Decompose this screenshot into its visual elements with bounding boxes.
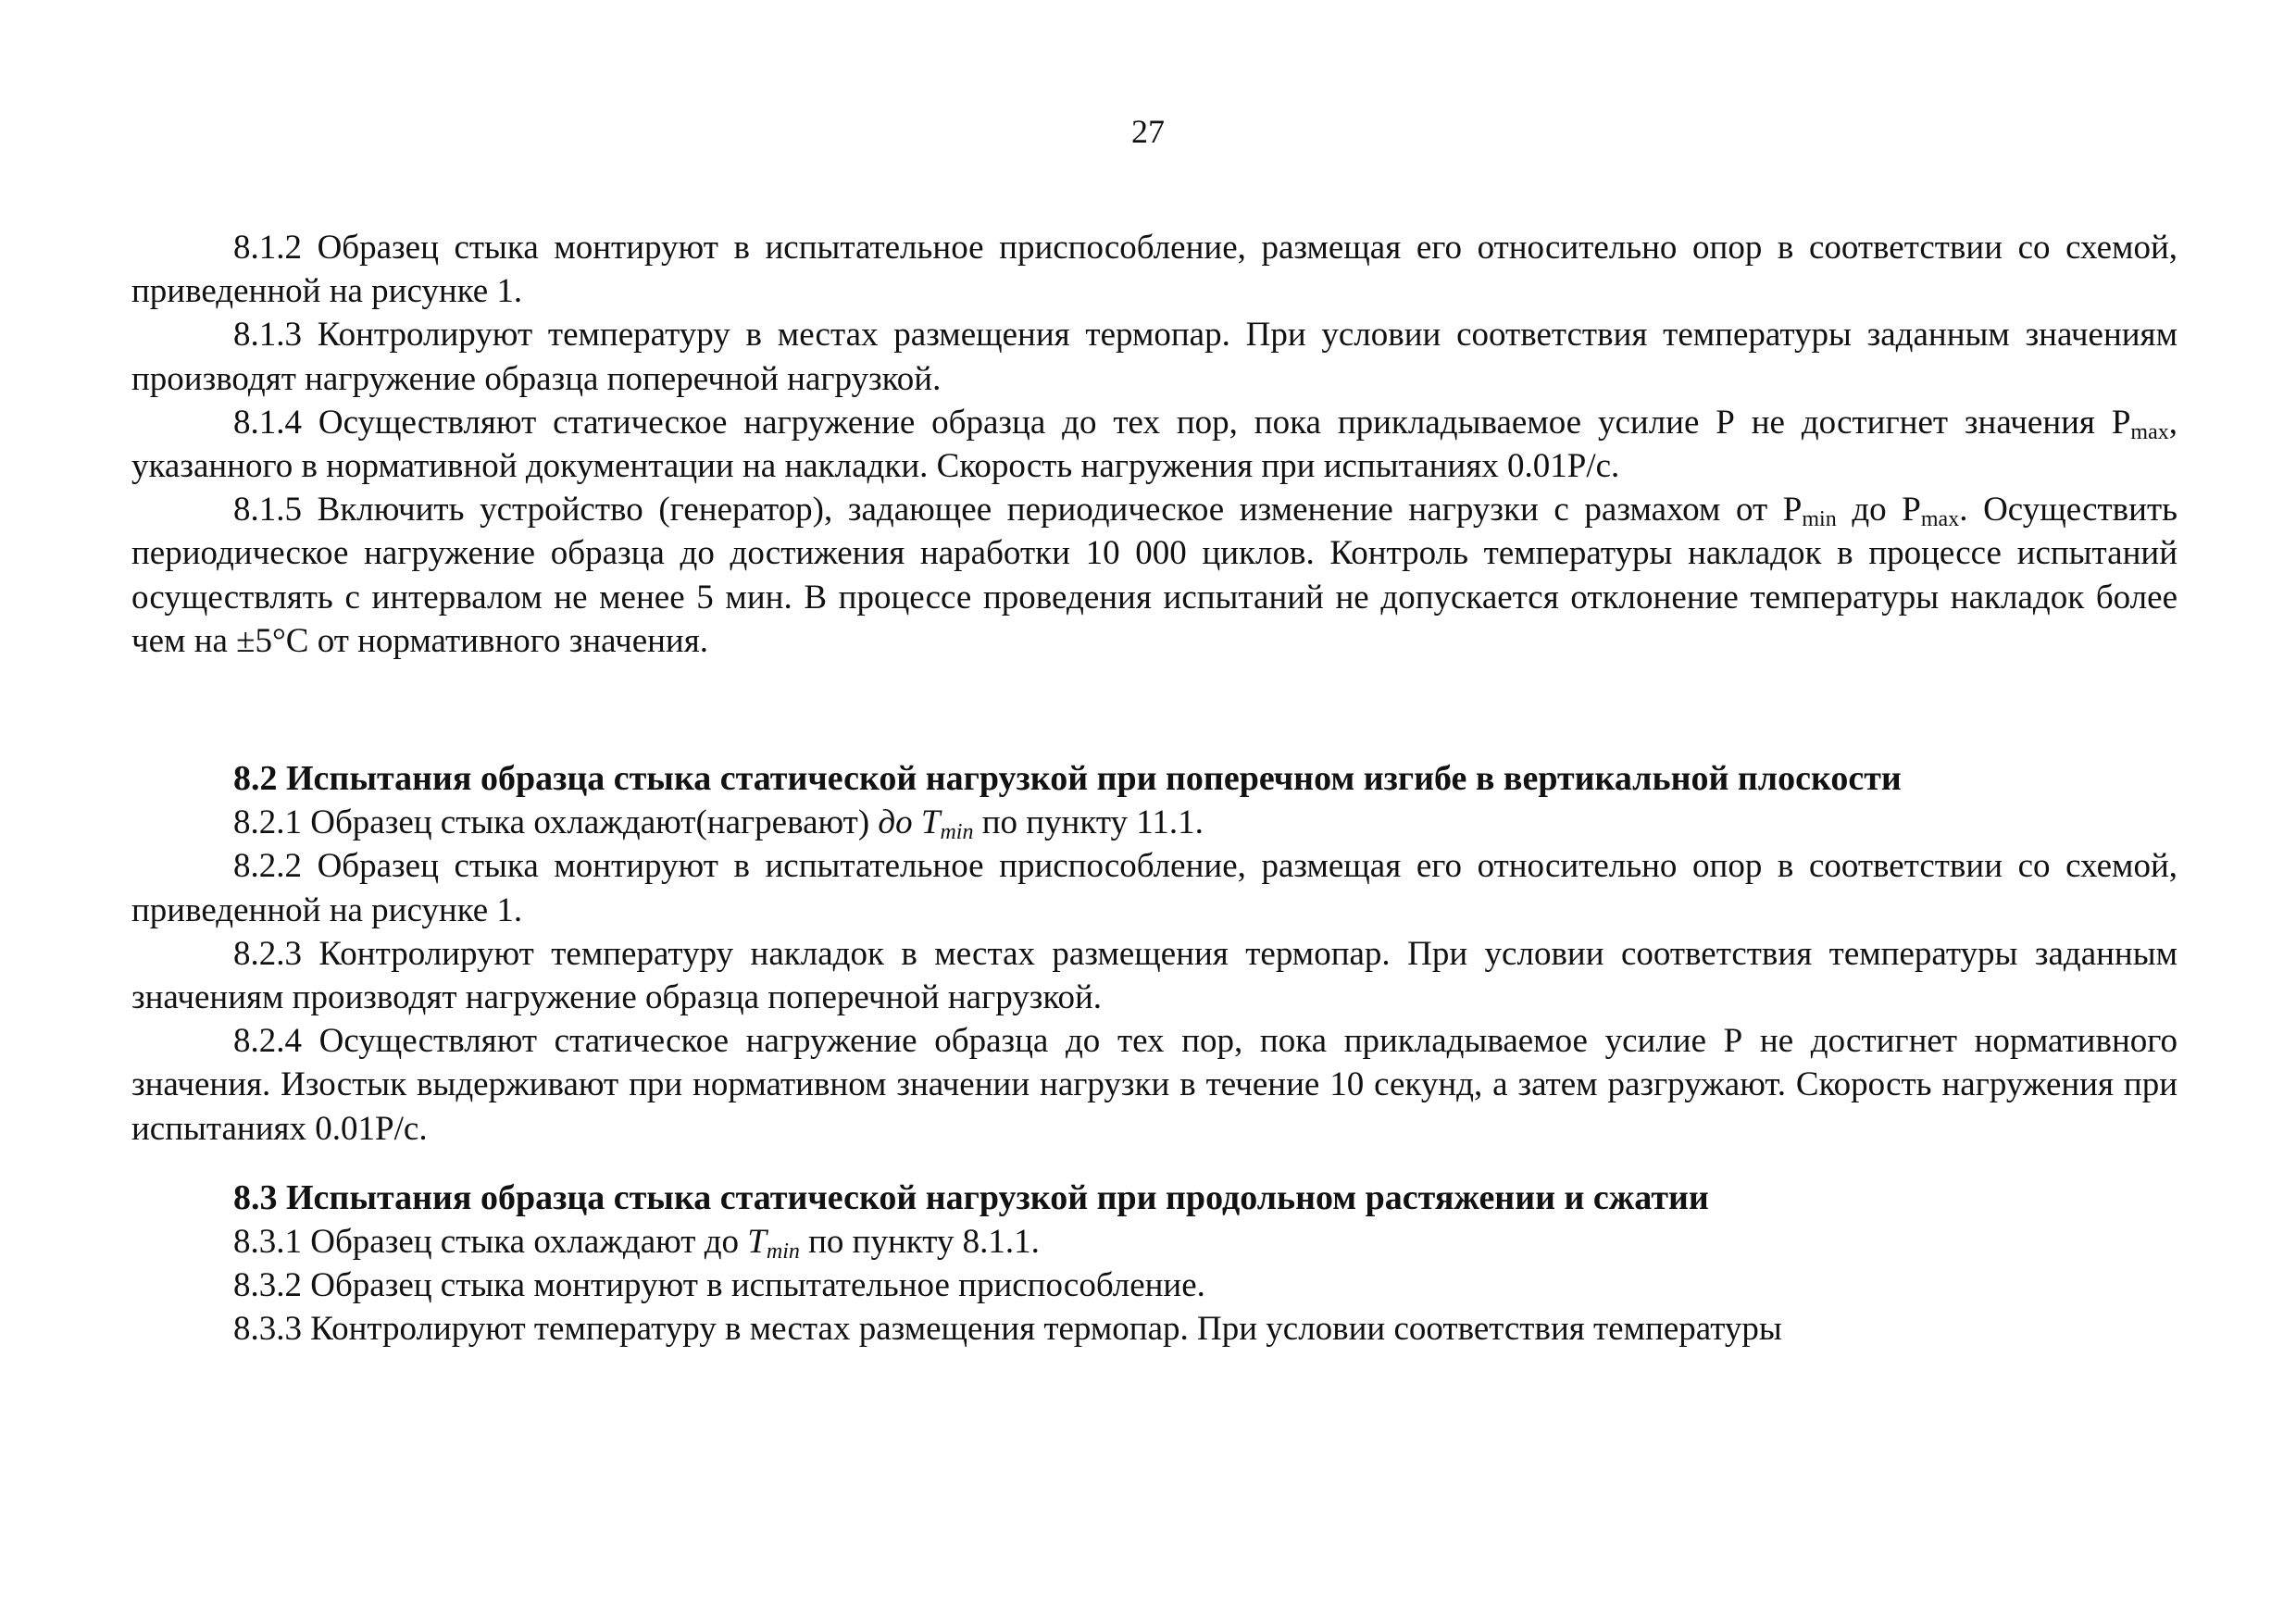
- paragraph-8-3-3: 8.3.3 Контролируют температуру в местах размещения термопар. При условии соответствия температуры: [233, 1310, 1782, 1349]
- text-segment: по пункту 8.1.1.: [799, 1223, 1040, 1262]
- italic-segment: до T: [878, 803, 941, 842]
- subscript-min: min: [940, 820, 974, 845]
- text-segment: 8.3.1 Образец стыка охлаждают до: [233, 1223, 748, 1262]
- paragraph-8-2-3: 8.2.3 Контролируют температуру накладок в местах размещения термопар. При условии соответствия температуры заданным значениям производят нагружение образца поперечной нагрузкой.: [131, 934, 2177, 1017]
- subscript-max: max: [1920, 507, 1960, 532]
- subscript-max: max: [2130, 419, 2169, 444]
- paragraph-8-3-1: [131, 1220, 2177, 1264]
- section-heading-8-3: 8.3 Испытания образца стыка статической нагрузкой при продольном растяжении и сжатии: [233, 1177, 1709, 1217]
- document-body: [131, 226, 2177, 1351]
- paragraph-8-2-2: 8.2.2 Образец стыка монтируют в испытательное приспособление, размещая его относительно опор в соответствии со схемой, приведенной на рисунке 1.: [131, 847, 2177, 929]
- paragraph-8-1-3: 8.1.3 Контролируют температуру в местах размещения термопар. При условии соответствия температуры заданным значениям производят нагружение образца поперечной нагрузкой.: [131, 316, 2177, 398]
- text-segment: , указанного в нормативной документации на накладки. Скорость нагружения при испытаниях 0.01Р/с.: [131, 403, 2177, 486]
- paragraph-8-1-5: [131, 488, 2177, 663]
- subscript-min: min: [766, 1239, 800, 1264]
- text-segment: . Осуществить периодическое нагружение образца до достижения наработки 10 000 циклов. Контроль температуры накладок в процессе испытаний осуществлять с интервалом не менее 5 мин. В процессе проведения испытаний не допускается отклонение температуры накладок более чем на ±5°С от нормативного значения.: [131, 491, 2177, 660]
- text-segment: 8.2.1 Образец стыка охлаждают(нагревают): [233, 803, 879, 842]
- italic-segment: T: [747, 1223, 767, 1262]
- page-number: 27: [1131, 113, 1165, 150]
- paragraph-8-2-4: 8.2.4 Осуществляют статическое нагружение образца до тех пор, пока прикладываемое усилие Р не достигнет нормативного значения. Изостык выдерживают при нормативном значении нагрузки в течение 10 секунд, а затем разгружают. Скорость нагружения при испытаниях 0.01Р/с.: [131, 1022, 2177, 1148]
- text-segment: 8.1.5 Включить устройство (генератор), задающее периодическое изменение нагрузки с размахом от Р: [233, 491, 1803, 529]
- section-heading-8-2: 8.2 Испытания образца стыка статической нагрузкой при поперечном изгибе в вертикальной плоскости: [233, 759, 1902, 799]
- paragraph-8-1-4: [131, 401, 2177, 488]
- paragraph-8-2-1: [131, 801, 2177, 844]
- text-segment: 8.1.4 Осуществляют статическое нагружение образца до тех пор, пока прикладываемое усилие Р не достигнет значения Р: [233, 403, 2131, 442]
- paragraph-8-3-2: 8.3.2 Образец стыка монтируют в испытательное приспособление.: [233, 1266, 1205, 1305]
- subscript-min: min: [1802, 507, 1837, 532]
- text-segment: по пункту 11.1.: [973, 803, 1204, 842]
- text-segment: до Р: [1836, 491, 1921, 529]
- paragraph-8-1-2: 8.1.2 Образец стыка монтируют в испытательное приспособление, размещая его относительно опор в соответствии со схемой, приведенной на рисунке 1.: [131, 229, 2177, 311]
